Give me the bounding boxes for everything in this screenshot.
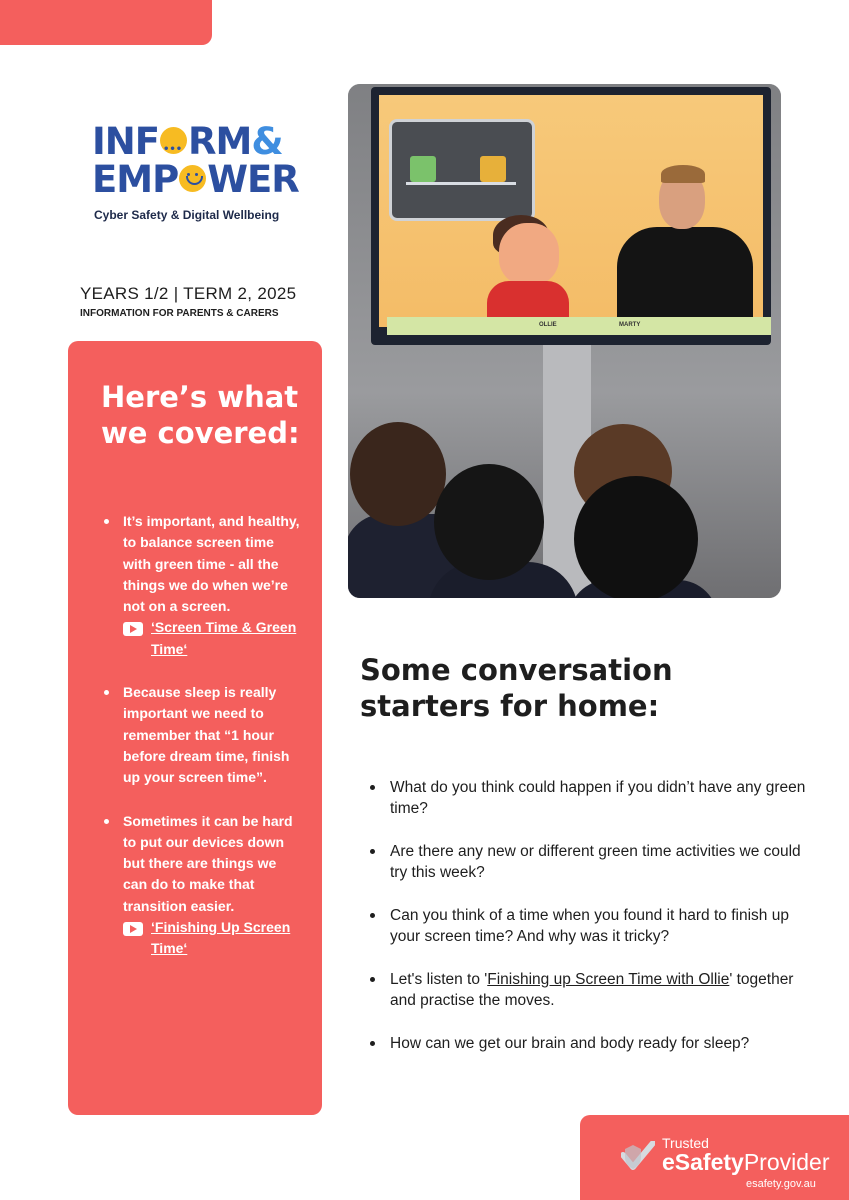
classroom-photo — [348, 84, 781, 598]
top-accent-tab — [0, 0, 212, 45]
conversation-item: Can you think of a time when you found it hard to finish up your screen time? And why was it tricky? — [370, 905, 810, 948]
tv-screen — [371, 87, 771, 345]
audience-label: INFORMATION FOR PARENTS & CARERS — [80, 308, 279, 319]
covered-list — [101, 511, 301, 982]
logo-ampersand: & — [251, 120, 283, 163]
smiley-face-icon — [179, 165, 206, 192]
video-link-text[interactable]: ‘Finishing Up Screen Time‘ — [151, 919, 291, 957]
inform-empower-logo — [92, 122, 302, 226]
badge-brand — [662, 1149, 829, 1176]
covered-item-text: It’s important, and healthy, to balance screen time with green time - all the things we do when we’re not on a screen. — [123, 513, 300, 615]
covered-item — [101, 511, 301, 660]
logo-text: RM — [188, 120, 252, 163]
logo-line-1 — [92, 122, 283, 162]
balance-scale-graphic — [389, 119, 535, 221]
video-link-screen-green-time[interactable] — [123, 617, 301, 660]
covered-panel — [68, 341, 322, 1115]
conversation-title: Some conversation starters for home: — [360, 653, 673, 723]
tv-display — [379, 95, 763, 327]
conversation-item: Are there any new or different green time activities we could try this week? — [370, 841, 810, 884]
covered-item — [101, 682, 301, 788]
name-label-marty: MARTY — [619, 322, 641, 328]
conversation-item — [370, 969, 810, 1012]
video-link-finishing-up[interactable] — [123, 917, 301, 960]
youtube-play-icon — [123, 622, 143, 636]
logo-line-2 — [92, 160, 299, 200]
conversation-item: How can we get our brain and body ready for sleep? — [370, 1033, 810, 1054]
esafety-provider-badge — [580, 1115, 849, 1200]
ollie-video-link[interactable]: Finishing up Screen Time with Ollie — [487, 970, 730, 988]
presenter-body — [617, 227, 753, 327]
conversation-item: What do you think could happen if you didn’t have any green time? — [370, 777, 810, 820]
year-term-heading: YEARS 1/2 | TERM 2, 2025 — [80, 284, 297, 303]
conversation-text: Let's listen to ' — [390, 970, 488, 988]
badge-url[interactable]: esafety.gov.au — [746, 1178, 816, 1190]
name-label-ollie: OLLIE — [539, 322, 557, 328]
video-link-text[interactable]: ‘Screen Time & Green Time‘ — [151, 619, 297, 657]
covered-item-text: Sometimes it can be hard to put our devices down but there are things we can do to make that transition easier. — [123, 812, 293, 914]
name-strip — [387, 317, 771, 335]
conversation-list — [370, 777, 810, 1075]
covered-item — [101, 811, 301, 960]
screen-time-card — [480, 156, 506, 182]
covered-title: Here’s what we covered: — [101, 380, 300, 450]
scale-beam — [406, 182, 516, 185]
logo-text: INF — [92, 120, 160, 163]
youtube-play-icon — [123, 922, 143, 936]
badge-brand-rest: Provider — [743, 1149, 830, 1175]
child-head — [574, 476, 698, 598]
speech-bubble-icon — [160, 127, 187, 154]
logo-subtitle: Cyber Safety & Digital Wellbeing — [94, 208, 280, 222]
logo-text: WER — [207, 158, 299, 201]
conversation-text: ' together and practise the moves. — [390, 970, 794, 1009]
covered-item-text: Because sleep is really important we need to remember that “1 hour before dream time, finish up your screen time”. — [123, 684, 290, 786]
badge-brand-bold: eSafety — [662, 1149, 744, 1175]
green-time-card — [410, 156, 436, 182]
child-head — [350, 422, 446, 526]
badge-trusted-label: Trusted — [662, 1135, 709, 1151]
puppet-ollie — [499, 223, 559, 285]
presenter-hair — [661, 165, 705, 183]
logo-text: EMP — [92, 158, 179, 201]
checkmark-shield-icon — [621, 1141, 655, 1171]
child-head — [434, 464, 544, 580]
